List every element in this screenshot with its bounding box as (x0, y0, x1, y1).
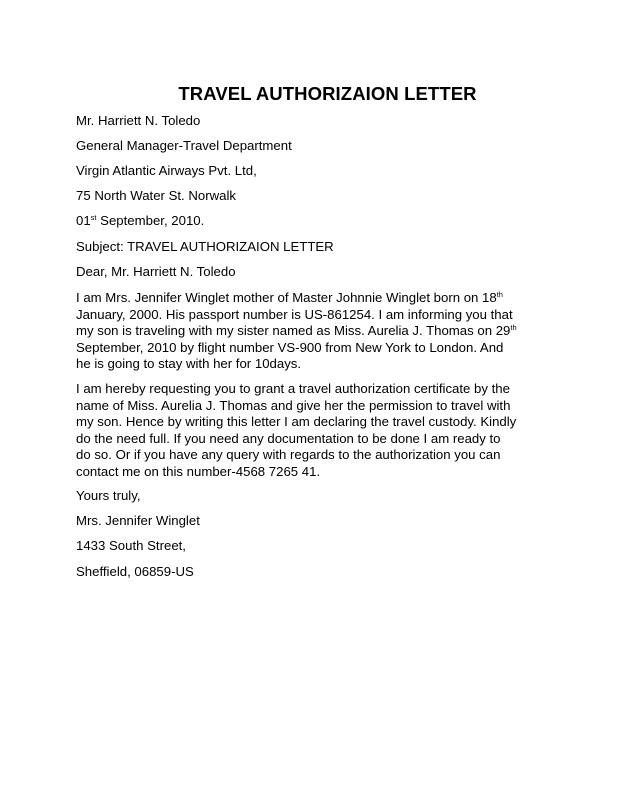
paragraph-1-line-4: September, 2010 by flight number VS-900 from New York to London. And (76, 339, 504, 355)
paragraph-1-line-2: January, 2000. His passport number is US-861254. I am informing you that (76, 306, 513, 322)
sender-city: Sheffield, 06859-US (76, 564, 194, 579)
paragraph-1-line-5: he is going to stay with her for 10days. (76, 356, 302, 372)
paragraph-1-line-3 (76, 323, 566, 340)
paragraph-1-line-3-sup: th (510, 323, 517, 333)
recipient-name: Mr. Harriett N. Toledo (76, 113, 201, 128)
paragraph-2-line-4: do the need full. If you need any documentation to be done I am ready to (76, 430, 501, 446)
letter-subject: Subject: TRAVEL AUTHORIZAION LETTER (76, 239, 334, 254)
date-rest: September, 2010. (96, 213, 205, 228)
paragraph-1-line-1 (76, 290, 566, 307)
body-paragraph-2 (76, 381, 566, 481)
paragraph-1-line-1-sup: th (496, 290, 503, 299)
letter-date (76, 213, 204, 229)
paragraph-2-line-6: contact me on this number-4568 7265 41. (76, 463, 321, 479)
paragraph-2-line-5: do so. Or if you have any query with regards to the authorization you can (76, 447, 501, 463)
recipient-address: 75 North Water St. Norwalk (76, 188, 237, 203)
paragraph-2-line-1: I am hereby requesting you to grant a travel authorization certificate by the (76, 381, 510, 396)
body-paragraph-1 (76, 290, 566, 373)
date-day: 01 (76, 213, 91, 228)
letter-salutation: Dear, Mr. Harriett N. Toledo (76, 264, 236, 279)
letter-title: TRAVEL AUTHORIZAION LETTER (178, 83, 477, 104)
recipient-company: Virgin Atlantic Airways Pvt. Ltd, (76, 163, 257, 178)
paragraph-2-line-2: name of Miss. Aurelia J. Thomas and give her the permission to travel with (76, 397, 511, 413)
sender-name: Mrs. Jennifer Winglet (76, 513, 200, 528)
paragraph-1-line-3-text: my son is traveling with my sister named as Miss. Aurelia J. Thomas on 29 (76, 323, 511, 339)
paragraph-2-line-3: my son. Hence by writing this letter I am declaring the travel custody. Kindly (76, 414, 517, 430)
recipient-position: General Manager-Travel Department (76, 138, 292, 153)
paragraph-1-line-1-text: I am Mrs. Jennifer Winglet mother of Master Johnnie Winglet born on 18 (76, 290, 497, 305)
sender-street: 1433 South Street, (76, 538, 186, 553)
letter-closing: Yours truly, (76, 488, 141, 503)
date-suffix: st (90, 213, 97, 222)
